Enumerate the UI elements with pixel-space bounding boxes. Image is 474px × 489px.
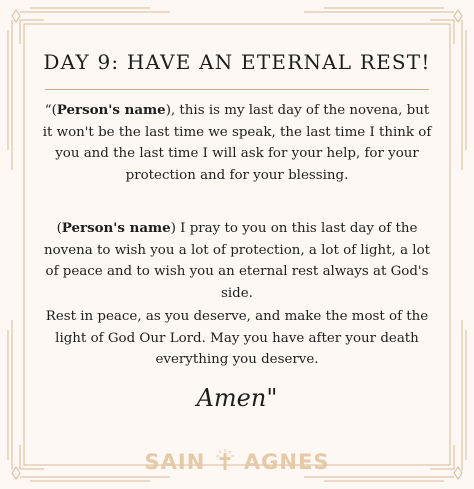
page-title: DAY 9: HAVE AN ETERNAL REST! — [43, 50, 431, 74]
logo-text-right: AGNES — [243, 450, 330, 474]
paragraph-1-text: ), this is my last day of the novena, but it won't be the last time we speak, the last time I think of you and the last time I will ask for your help, for your protection and for your blessing. — [42, 103, 432, 183]
paragraph-1-open: “( — [44, 103, 57, 118]
closing-amen: Amen" — [196, 384, 278, 412]
paragraph-1-name: Person's name — [56, 102, 166, 118]
paragraph-1 — [40, 100, 434, 186]
paragraph-3: Rest in peace, as you deserve, and make the most of the light of God Our Lord. May you have after your death everything you deserve. — [45, 309, 429, 367]
paragraph-2-open: ( — [56, 221, 62, 236]
paragraph-2-name: Person's name — [61, 220, 171, 236]
saint-agnes-logo — [0, 449, 474, 474]
cross-icon — [215, 449, 235, 471]
logo-text-left: SAIN — [144, 450, 206, 474]
title-divider — [45, 89, 429, 90]
paragraph-2 — [40, 218, 434, 304]
paragraph-2-text: ) I pray to you on this last day of the novena to wish you a lot of protection, a lot of light, a lot of peace and to wish you an eternal rest always at God's side. — [43, 221, 431, 301]
